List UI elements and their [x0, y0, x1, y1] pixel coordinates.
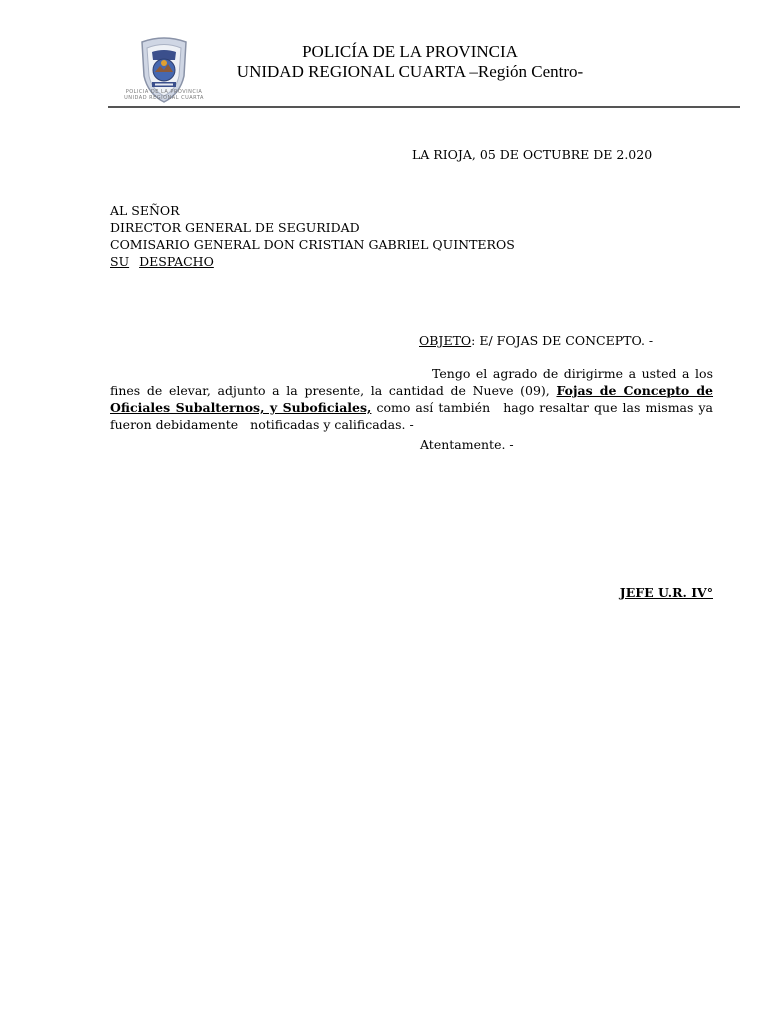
body-part1: Tengo el agrado de dirigirme a usted a los fines de elevar, adjunto a la presente, la cantidad de Nueve (09),	[110, 366, 713, 398]
body-bold-text: Fojas de Concepto de Oficiales Subalternos, y Suboficiales,	[110, 383, 714, 415]
logo-caption-line1: POLICIA DE LA PROVINCIA	[125, 89, 203, 95]
logo-caption	[118, 89, 210, 101]
addressee-line4	[110, 253, 214, 270]
header-divider	[108, 106, 740, 108]
addressee-line3: COMISARIO GENERAL DON CRISTIAN GABRIEL QUINTEROS	[110, 237, 515, 252]
addressee-despacho: DESPACHO	[139, 254, 214, 269]
header-title: POLICÍA DE LA PROVINCIA	[302, 42, 518, 61]
body-part4: notificadas y calificadas. -	[250, 417, 414, 432]
body-part2: como así también	[371, 400, 491, 415]
addressee-line1: AL SEÑOR	[110, 203, 180, 218]
signature-title: JEFE U.R. IV°	[619, 585, 713, 600]
addressee-su: SU	[110, 254, 130, 269]
logo-caption-line2: UNIDAD REGIONAL CUARTA	[124, 95, 204, 101]
subject-line	[419, 332, 653, 349]
addressee-line2: DIRECTOR GENERAL DE SEGURIDAD	[110, 220, 360, 235]
closing-text: Atentamente. -	[420, 437, 514, 452]
subject-text: : E/ FOJAS DE CONCEPTO. -	[471, 333, 654, 348]
header-subtitle: UNIDAD REGIONAL CUARTA –Región Centro-	[236, 62, 584, 81]
subject-label: OBJETO	[419, 333, 472, 348]
body-paragraph	[110, 365, 713, 433]
body-part3: hago resaltar que las mismas ya fueron debidamente	[110, 400, 713, 432]
document-date: LA RIOJA, 05 DE OCTUBRE DE 2.020	[412, 147, 653, 162]
